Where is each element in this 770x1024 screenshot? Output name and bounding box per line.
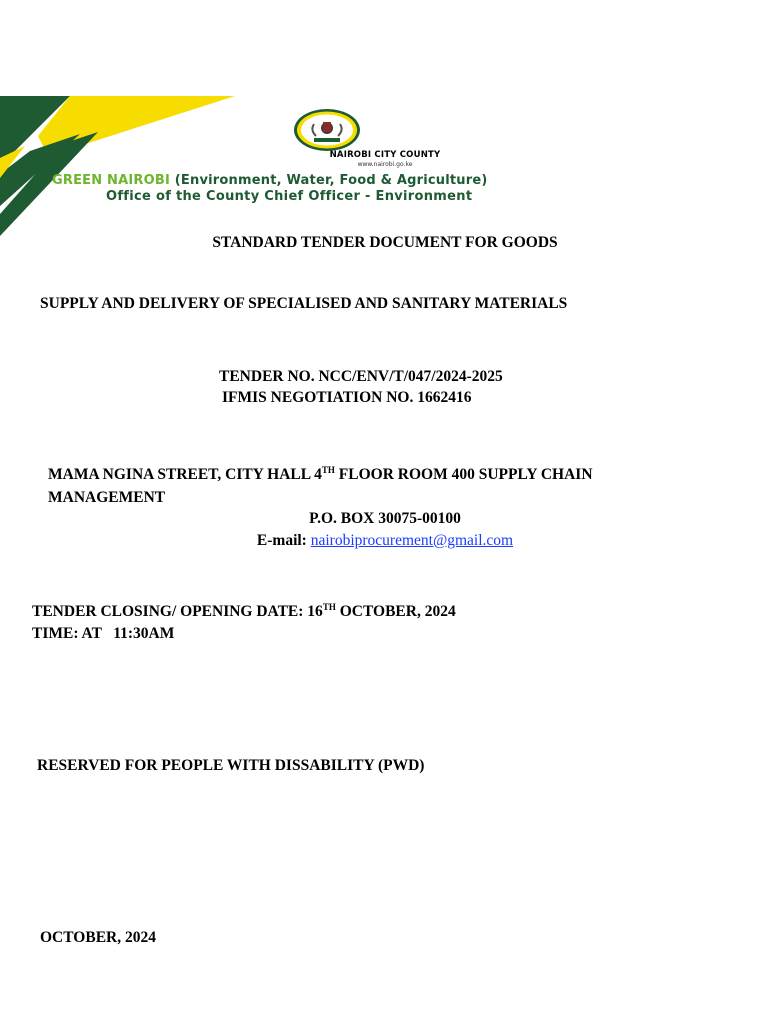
email-line xyxy=(0,532,770,550)
department-title xyxy=(52,173,488,188)
closing-time: TIME: AT 11:30AM xyxy=(32,625,175,642)
tender-subject: SUPPLY AND DELIVERY OF SPECIALISED AND SANITARY MATERIALS xyxy=(40,295,568,312)
department-title-rest: (Environment, Water, Food & Agriculture) xyxy=(174,173,488,188)
address-part-b: FLOOR ROOM 400 SUPPLY CHAIN xyxy=(334,466,593,483)
address-part-a: MAMA NGINA STREET, CITY HALL 4 xyxy=(48,466,322,483)
po-box: P.O. BOX 30075-00100 xyxy=(309,510,461,527)
tender-number: TENDER NO. NCC/ENV/T/047/2024-2025 xyxy=(219,368,503,385)
closing-part-b: OCTOBER, 2024 xyxy=(335,603,456,620)
county-website: www.nairobi.go.ke xyxy=(357,161,413,168)
address-line-1 xyxy=(48,466,593,484)
office-title: Office of the County Chief Officer - Environment xyxy=(106,189,473,204)
footer-date: OCTOBER, 2024 xyxy=(40,929,156,946)
county-name: NAIROBI CITY COUNTY xyxy=(329,150,441,160)
address-line-2: MANAGEMENT xyxy=(48,489,166,506)
email-label: E-mail: xyxy=(256,532,307,549)
closing-date xyxy=(32,603,456,621)
address-superscript: TH xyxy=(321,464,335,475)
reserved-note: RESERVED FOR PEOPLE WITH DISSABILITY (PWD) xyxy=(37,757,425,774)
county-emblem-logo xyxy=(292,108,362,154)
closing-part-a: TENDER CLOSING/ OPENING DATE: 16 xyxy=(32,603,323,620)
document-type: STANDARD TENDER DOCUMENT FOR GOODS xyxy=(212,234,558,251)
closing-superscript: TH xyxy=(322,601,336,612)
email-link[interactable]: nairobiprocurement@gmail.com xyxy=(310,532,514,549)
ifmis-number: IFMIS NEGOTIATION NO. 1662416 xyxy=(222,389,472,406)
department-title-green: GREEN NAIROBI xyxy=(52,173,171,188)
